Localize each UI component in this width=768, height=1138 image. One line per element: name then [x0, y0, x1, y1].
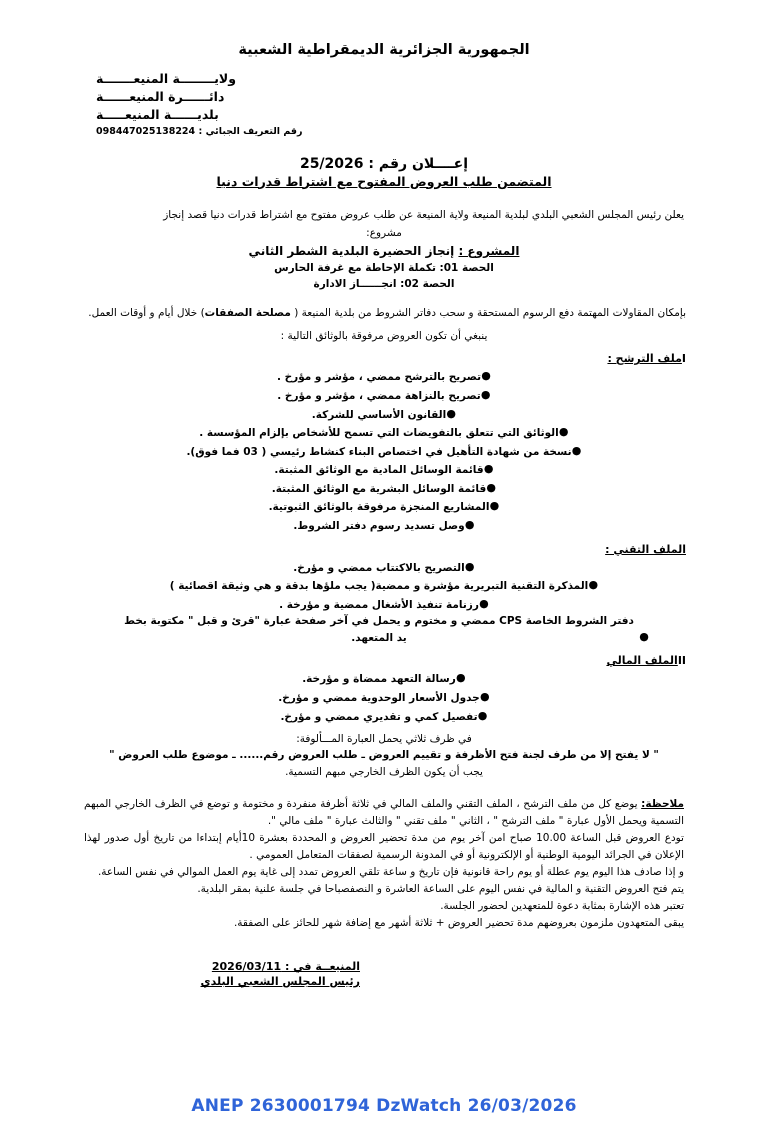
project-name: إنجاز الحضيرة البلدية الشطر الثاني [248, 244, 455, 259]
list-item [78, 707, 690, 726]
intro-subline: مشروع: [366, 227, 402, 240]
list-item [78, 423, 690, 442]
bullet-icon: ● [479, 596, 489, 610]
list-item [78, 479, 690, 498]
list-item-label: تصريح بالنزاهة ممضي ، مؤشر و مؤرخ . [277, 389, 481, 402]
section-title-technical: الملف التقني : [605, 542, 686, 556]
bullet-icon: ● [446, 406, 456, 420]
lot-line-02: الحصة 02: انجــــــاز الادارة [313, 277, 455, 290]
list-item-label: نسخة من شهادة التأهيل في اختصاص البناء كنشاط رئيسي ( 03 فما فوق). [186, 445, 572, 458]
envelope-tail: يجب أن يكون الظرف الخارجي مبهم التسمية. [285, 765, 483, 778]
bullet-icon: ● [639, 629, 649, 643]
bullet-icon: ● [464, 518, 475, 532]
project-label: المشروع : [458, 244, 520, 259]
notice-paragraph-1 [80, 796, 688, 830]
notice-paragraph-4: يتم فتح العروض التقنية و المالية في نفس اليوم على الساعة العاشرة و النصفصباحا في جلسة علنية بمقر البلدية. [197, 883, 684, 896]
notice-paragraph-2: تودع العروض قبل الساعة 10.00 صباح امن آخر يوم من مدة تحضير العروض و المحددة بعشرة 10أيام إبتداءا من تاريخ أول صدور لهذا الإعلان في الجرائد اليومية الوطنية أو الإلكترونية أو في المدونة الرسمية لصفقات المتعامل العمومي . [84, 832, 684, 862]
list-item-label: وصل تسديد رسوم دفتر الشروط. [293, 520, 465, 533]
section-number-financial: II [677, 654, 686, 668]
bullet-icon: ● [571, 443, 582, 457]
list-item-label: تصريح بالترشح ممضي ، مؤشر و مؤرخ . [276, 371, 482, 384]
list-item [78, 595, 690, 614]
bullet-icon: ● [464, 559, 475, 573]
list-item [78, 442, 690, 461]
list-item-label: جدول الأسعار الوحدوية ممضي و مؤرخ. [278, 692, 480, 705]
section-number-candidacy: I [681, 352, 686, 366]
list-item [78, 497, 690, 516]
list-item-label: الوثائق التي تتعلق بالتفويضات التي تسمح للأشخاص بإلزام المؤسسة . [199, 427, 559, 440]
bullet-icon: ● [477, 708, 488, 722]
envelope-block [78, 731, 690, 780]
withdrawal-service-name: مصلحة الصفقات [204, 306, 291, 319]
bullet-icon: ● [455, 671, 466, 685]
envelope-intro: في ظرف ثلاثي يحمل العبارة المـــألوفة: [296, 733, 472, 746]
national-title: الجمهورية الجزائرية الديمقراطية الشعبية [238, 42, 530, 58]
bullet-icon: ● [558, 425, 569, 439]
list-item [78, 367, 690, 386]
signature-title: رئيس المجلس الشعبي البلدي [200, 975, 360, 989]
financial-items-list [78, 669, 690, 725]
lot-line-01: الحصة 01: تكملة الإحاطة مع غرفة الحارس [274, 262, 494, 275]
header-baladia: بلديــــــة المنيعـــــة [96, 106, 219, 122]
notice-text-1: يوضع كل من ملف الترشح ، الملف التقني والملف المالي في ثلاثة أظرفة منفردة و مختومة و توضع في الظرف الخارجي المبهم التسمية ويحمل الأول عبارة " ملف الترشح " ، الثاني " ملف تقني " والثالث عبارة " ملف مالي ". [84, 798, 684, 828]
list-item [78, 669, 690, 688]
list-item-label: التصريح بالاكتتاب ممضي و مؤرخ. [293, 561, 465, 574]
intro-paragraph: يعلن رئيس المجلس الشعبي البلدي لبلدية المنيعة ولاية المنيعة عن طلب عروض مفتوح مع اشتراط قدرات دنيا قصد إنجاز [163, 208, 684, 221]
section-heading-financial [78, 654, 690, 667]
withdrawal-text-before: بإمكان المقاولات المهتمة دفع الرسوم المستحقة و سحب دفاتر الشروط من بلدية المنيعة ( [290, 306, 686, 319]
bullet-icon: ● [486, 480, 496, 494]
list-item-label: المذكرة التقنية التبريرية مؤشرة و ممضية( يجب ملؤها بدقة و هي وثيقة اقصائية ) [169, 580, 589, 593]
bullet-icon: ● [480, 387, 491, 401]
section-heading-technical [78, 543, 690, 556]
list-item-label: رسالة التعهد ممضاة و مؤرخة. [302, 673, 456, 686]
list-item [78, 405, 690, 424]
section-title-candidacy: ملف الترشح : [607, 352, 682, 366]
signature-block [78, 960, 690, 988]
list-item-label: تفصيل كمي و تقديري ممضي و مؤرخ. [280, 710, 478, 723]
bullet-icon: ● [479, 690, 490, 704]
list-item [78, 558, 690, 577]
list-item-label: القانون الأساسي للشركة. [311, 408, 447, 421]
list-item [78, 613, 690, 646]
signature-place-date: المنيعــة في : 2026/03/11 [211, 960, 360, 974]
announcement-subtitle: المتضمن طلب العروض المفتوح مع اشتراط قدرات دنيا [216, 173, 552, 189]
header-daira: دائــــــرة المنيعــــــة [96, 88, 225, 104]
list-item-label: دفتر الشروط الخاصة CPS ممضي و مختوم و يحمل في آخر صفحة عبارة "قرئ و قبل " مكتوبة بخط يد المتعهد. [124, 615, 634, 644]
bullet-icon: ● [483, 462, 494, 476]
notice-paragraph-5: تعتبر هذه الإشارة بمثابة دعوة للمتعهدين لحضور الجلسة. [440, 900, 684, 913]
anep-footer: ANEP 2630001794 DzWatch 26/03/2026 [191, 1096, 577, 1116]
technical-items-list [78, 558, 690, 647]
administration-header [78, 70, 690, 140]
list-item [78, 576, 690, 595]
withdrawal-paragraph [78, 305, 690, 322]
list-item [78, 386, 690, 405]
section-heading-candidacy [78, 352, 690, 365]
withdrawal-text-after: ) خلال أيام و أوقات العمل. [88, 306, 205, 319]
list-item-label: المشاريع المنجزة مرفوقة بالوثائق الثبوتية. [268, 501, 490, 514]
bullet-icon: ● [588, 578, 599, 592]
notice-label: ملاحظة: [641, 798, 684, 811]
notice-paragraph-6: يبقى المتعهدون ملزمون بعروضهم مدة تحضير العروض + ثلاثة أشهر مع إضافة شهر للحائز على الصفقة. [233, 917, 684, 930]
list-item-label: قائمة الوسائل المادية مع الوثائق المثبتة. [274, 464, 484, 477]
header-fiscal-id: رقم التعريف الجبائي : 098447025138224 [96, 126, 303, 138]
envelope-main-quote: " لا يفتح إلا من طرف لجنة فتح الأظرفة و تقييم العروض ـ طلب العروض رقم...... ـ موضوع طلب العروض " [109, 749, 659, 762]
announcement-title: إعــــلان رقم : 25/2026 [299, 155, 469, 172]
list-item [78, 688, 690, 707]
section-title-financial: الملف المالي [606, 654, 678, 668]
list-item [78, 516, 690, 535]
list-item-label: رزنامة تنفيذ الأشغال ممضية و مؤرخة . [279, 598, 479, 611]
notice-paragraph-3: و إذا صادف هذا اليوم يوم عطلة أو يوم راحة قانونية فإن تاريخ و ساعة تلقي العروض تمدد إلى غاية يوم العمل الموالي في نفس الساعة. [97, 866, 684, 879]
notice-block [78, 796, 690, 932]
list-item [78, 460, 690, 479]
list-item-label: قائمة الوسائل البشرية مع الوثائق المثبتة. [271, 482, 487, 495]
project-line [78, 244, 690, 258]
bullet-icon: ● [481, 369, 491, 383]
header-wilaya: ولايــــــــة المنيعـــــــة [96, 71, 236, 86]
candidacy-items-list [78, 367, 690, 534]
bullet-icon: ● [489, 499, 500, 513]
documents-intro: ينبغي أن تكون العروض مرفوقة بالوثائق التالية : [280, 329, 488, 342]
